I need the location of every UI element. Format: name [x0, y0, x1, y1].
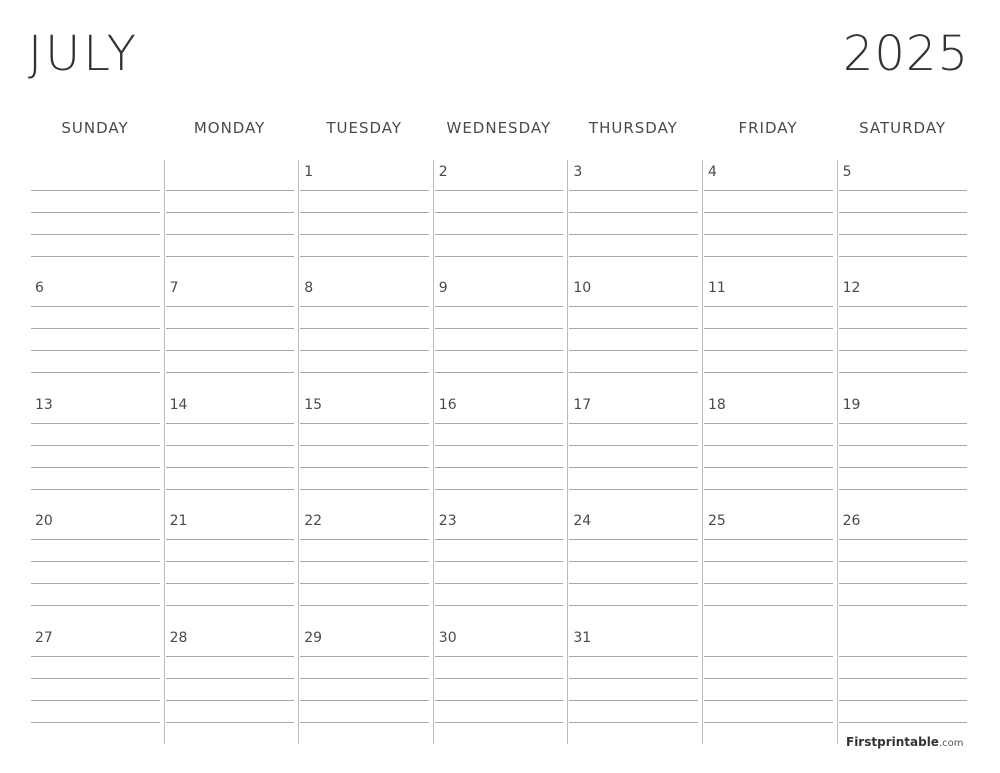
writing-line [704, 445, 833, 446]
day-number: 29 [304, 629, 323, 646]
day-cell-1 [297, 160, 432, 276]
day-cell-14 [163, 393, 298, 509]
writing-line [300, 700, 429, 701]
brand-name: Firstprintable [846, 735, 939, 749]
writing-line [166, 190, 295, 191]
day-cell-23 [432, 509, 567, 625]
day-cell-28 [163, 626, 298, 742]
day-cell-11 [701, 276, 836, 392]
day-number: 9 [438, 280, 448, 297]
writing-line [839, 678, 968, 679]
writing-line [435, 423, 564, 424]
writing-line [569, 722, 698, 723]
writing-line [435, 605, 564, 606]
weekday-header-row [28, 119, 970, 141]
writing-line [704, 350, 833, 351]
writing-line [166, 423, 295, 424]
day-number: 27 [35, 629, 53, 646]
writing-line [839, 372, 968, 373]
writing-line [569, 423, 698, 424]
day-cell-3 [566, 160, 701, 276]
writing-line [435, 350, 564, 351]
writing-line [300, 678, 429, 679]
writing-line [839, 234, 968, 235]
writing-line [31, 561, 160, 562]
writing-line [839, 256, 968, 257]
writing-line [569, 561, 698, 562]
writing-line [569, 234, 698, 235]
day-cell-10 [566, 276, 701, 392]
month-title: JULY [28, 26, 139, 82]
day-number: 25 [708, 513, 726, 530]
writing-line [166, 678, 295, 679]
writing-line [704, 467, 833, 468]
writing-line [166, 539, 295, 540]
writing-line [839, 190, 968, 191]
day-number: 14 [169, 396, 188, 413]
writing-line [704, 256, 833, 257]
writing-line [31, 539, 160, 540]
writing-line [569, 306, 698, 307]
day-cell-30 [432, 626, 567, 742]
writing-line [300, 423, 429, 424]
day-cell-7 [163, 276, 298, 392]
day-number: 30 [438, 629, 457, 646]
writing-line [435, 372, 564, 373]
writing-line [300, 467, 429, 468]
day-cell-12 [836, 276, 971, 392]
writing-line [166, 350, 295, 351]
writing-line [569, 489, 698, 490]
writing-line [569, 256, 698, 257]
day-number: 3 [573, 164, 583, 180]
writing-line [166, 306, 295, 307]
writing-line [31, 234, 160, 235]
day-number: 18 [708, 396, 726, 413]
empty-day-cell [701, 626, 836, 742]
day-number: 13 [35, 396, 53, 413]
writing-line [839, 583, 968, 584]
writing-line [839, 350, 968, 351]
day-number: 8 [304, 280, 314, 297]
day-number: 5 [842, 164, 852, 180]
writing-line [435, 234, 564, 235]
writing-line [704, 190, 833, 191]
writing-line [435, 190, 564, 191]
day-number: 26 [842, 513, 861, 530]
empty-day-cell [836, 626, 971, 742]
writing-line [166, 489, 295, 490]
writing-line [31, 656, 160, 657]
writing-line [569, 350, 698, 351]
writing-line [569, 445, 698, 446]
writing-line [300, 234, 429, 235]
writing-line [300, 539, 429, 540]
day-cell-22 [297, 509, 432, 625]
writing-line [435, 489, 564, 490]
writing-line [839, 306, 968, 307]
day-cell-18 [701, 393, 836, 509]
weekday-monday: MONDAY [193, 119, 266, 137]
writing-line [300, 583, 429, 584]
writing-line [300, 489, 429, 490]
day-number: 6 [35, 280, 44, 297]
day-cell-24 [566, 509, 701, 625]
writing-line [31, 700, 160, 701]
writing-line [31, 722, 160, 723]
writing-line [569, 605, 698, 606]
writing-line [300, 445, 429, 446]
writing-line [839, 539, 968, 540]
writing-line [166, 722, 295, 723]
writing-line [569, 212, 698, 213]
day-cell-6 [28, 276, 163, 392]
day-cell-2 [432, 160, 567, 276]
day-cell-5 [836, 160, 971, 276]
writing-line [300, 212, 429, 213]
writing-line [839, 722, 968, 723]
writing-line [435, 306, 564, 307]
writing-line [569, 372, 698, 373]
calendar-grid [28, 160, 970, 744]
writing-line [704, 678, 833, 679]
writing-line [166, 605, 295, 606]
writing-line [569, 700, 698, 701]
writing-line [300, 561, 429, 562]
writing-line [839, 445, 968, 446]
writing-line [31, 423, 160, 424]
year-title: 2025 [842, 26, 969, 82]
day-number: 31 [573, 629, 592, 646]
day-number: 17 [573, 396, 592, 413]
day-cell-17 [566, 393, 701, 509]
writing-line [569, 583, 698, 584]
weekday-friday: FRIDAY [738, 119, 798, 137]
writing-line [839, 212, 968, 213]
writing-line [166, 234, 295, 235]
day-cell-21 [163, 509, 298, 625]
day-cell-15 [297, 393, 432, 509]
writing-line [839, 423, 968, 424]
day-cell-20 [28, 509, 163, 625]
writing-line [569, 678, 698, 679]
writing-line [704, 328, 833, 329]
writing-line [300, 350, 429, 351]
writing-line [435, 212, 564, 213]
day-number: 10 [573, 280, 592, 297]
writing-line [166, 372, 295, 373]
writing-line [31, 489, 160, 490]
day-cell-4 [701, 160, 836, 276]
writing-line [300, 256, 429, 257]
writing-line [300, 605, 429, 606]
day-number: 1 [304, 164, 314, 180]
writing-line [31, 372, 160, 373]
writing-line [704, 605, 833, 606]
writing-line [31, 467, 160, 468]
writing-line [166, 445, 295, 446]
writing-line [300, 190, 429, 191]
writing-line [569, 539, 698, 540]
writing-line [166, 212, 295, 213]
day-cell-19 [836, 393, 971, 509]
day-cell-27 [28, 626, 163, 742]
day-number: 4 [708, 164, 717, 180]
day-cell-26 [836, 509, 971, 625]
writing-line [435, 700, 564, 701]
writing-line [569, 190, 698, 191]
writing-line [166, 561, 295, 562]
writing-line [166, 467, 295, 468]
writing-line [435, 722, 564, 723]
writing-line [839, 328, 968, 329]
day-cell-25 [701, 509, 836, 625]
day-number: 21 [169, 513, 188, 530]
empty-day-cell [163, 160, 298, 276]
brand-suffix: .com [938, 738, 964, 749]
writing-line [435, 328, 564, 329]
day-number: 19 [842, 396, 861, 413]
writing-line [31, 328, 160, 329]
day-cell-29 [297, 626, 432, 742]
writing-line [569, 328, 698, 329]
writing-line [435, 467, 564, 468]
weekday-sunday: SUNDAY [61, 119, 129, 137]
empty-day-cell [28, 160, 163, 276]
writing-line [31, 190, 160, 191]
day-number: 7 [169, 280, 179, 297]
writing-line [31, 350, 160, 351]
writing-line [435, 678, 564, 679]
writing-line [435, 583, 564, 584]
writing-line [704, 700, 833, 701]
writing-line [435, 561, 564, 562]
writing-line [31, 306, 160, 307]
weekday-wednesday: WEDNESDAY [446, 119, 552, 137]
day-number: 2 [438, 164, 448, 180]
writing-line [704, 234, 833, 235]
writing-line [166, 700, 295, 701]
day-number: 22 [304, 513, 323, 530]
writing-line [704, 561, 833, 562]
writing-line [300, 656, 429, 657]
writing-line [569, 656, 698, 657]
day-cell-9 [432, 276, 567, 392]
writing-line [300, 328, 429, 329]
day-number: 20 [35, 513, 53, 530]
day-number: 16 [438, 396, 457, 413]
weekday-tuesday: TUESDAY [326, 119, 403, 137]
day-number: 15 [304, 396, 323, 413]
day-cell-16 [432, 393, 567, 509]
writing-line [704, 489, 833, 490]
writing-line [166, 656, 295, 657]
weekday-thursday: THURSDAY [588, 119, 678, 137]
writing-line [704, 372, 833, 373]
writing-line [31, 445, 160, 446]
writing-line [300, 306, 429, 307]
writing-line [839, 700, 968, 701]
day-number: 11 [708, 280, 726, 297]
writing-line [31, 583, 160, 584]
day-number: 23 [438, 513, 457, 530]
writing-line [839, 561, 968, 562]
writing-line [435, 656, 564, 657]
writing-line [166, 256, 295, 257]
writing-line [435, 539, 564, 540]
writing-line [704, 306, 833, 307]
writing-line [31, 256, 160, 257]
writing-line [435, 445, 564, 446]
writing-line [31, 678, 160, 679]
writing-line [569, 467, 698, 468]
writing-line [704, 539, 833, 540]
day-cell-13 [28, 393, 163, 509]
writing-line [300, 372, 429, 373]
writing-line [435, 256, 564, 257]
writing-line [300, 722, 429, 723]
writing-line [839, 656, 968, 657]
writing-line [31, 212, 160, 213]
writing-line [166, 328, 295, 329]
day-cell-31 [566, 626, 701, 742]
writing-line [31, 605, 160, 606]
writing-line [704, 656, 833, 657]
day-number: 24 [573, 513, 592, 530]
writing-line [704, 722, 833, 723]
day-number: 28 [169, 629, 188, 646]
writing-line [166, 583, 295, 584]
writing-line [839, 605, 968, 606]
writing-line [839, 467, 968, 468]
weekday-saturday: SATURDAY [859, 119, 947, 137]
writing-line [704, 583, 833, 584]
writing-line [704, 212, 833, 213]
day-cell-8 [297, 276, 432, 392]
writing-line [839, 489, 968, 490]
day-number: 12 [842, 280, 861, 297]
writing-line [704, 423, 833, 424]
brand-logo [846, 735, 964, 749]
